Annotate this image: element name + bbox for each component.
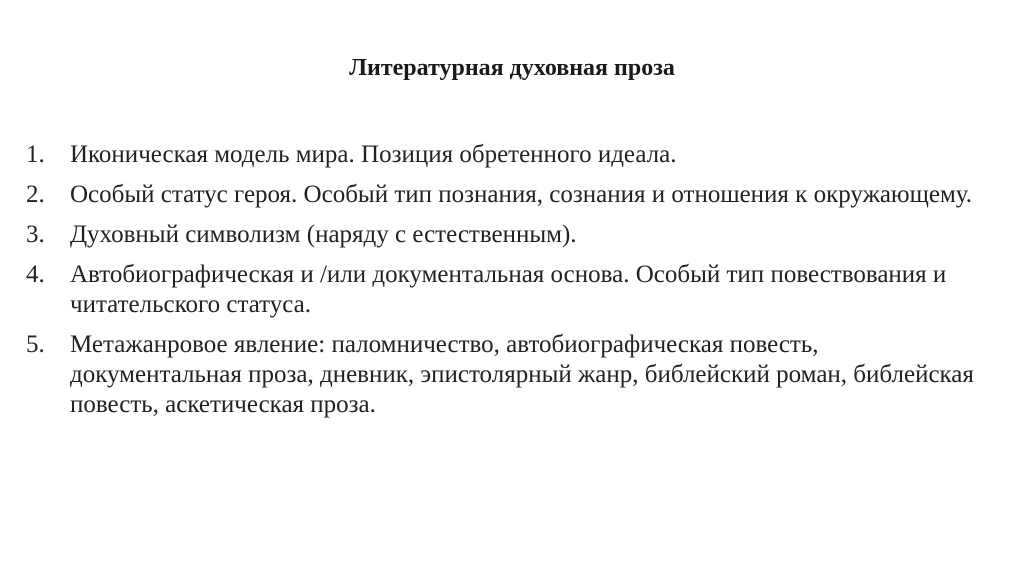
list-item-text: Метажанровое явление: паломничество, автобиографическая повесть, документальная проза, дневник, эпистолярный жанр, библейский роман, библейская повесть, аскетическая проза. <box>70 331 974 418</box>
list-item-text: Духовный символизм (наряду с естественным). <box>70 221 577 248</box>
list-item <box>26 330 986 420</box>
list-item-text: Автобиографическая и /или документальная основа. Особый тип повествования и читательского статуса. <box>70 261 947 318</box>
list-item <box>26 180 986 210</box>
numbered-list <box>26 140 986 430</box>
list-item-text: Иконическая модель мира. Позиция обретенного идеала. <box>70 141 677 168</box>
list-item-number: 4. <box>26 261 45 288</box>
list-item <box>26 140 986 170</box>
list-item-number: 5. <box>26 331 45 358</box>
list-item-number: 1. <box>26 141 45 168</box>
list-item-number: 2. <box>26 181 45 208</box>
slide-title: Литературная духовная проза <box>349 55 675 81</box>
list-item-text: Особый статус героя. Особый тип познания, сознания и отношения к окружающему. <box>70 181 973 208</box>
list-item-number: 3. <box>26 221 45 248</box>
list-item <box>26 260 986 320</box>
list-item <box>26 220 986 250</box>
